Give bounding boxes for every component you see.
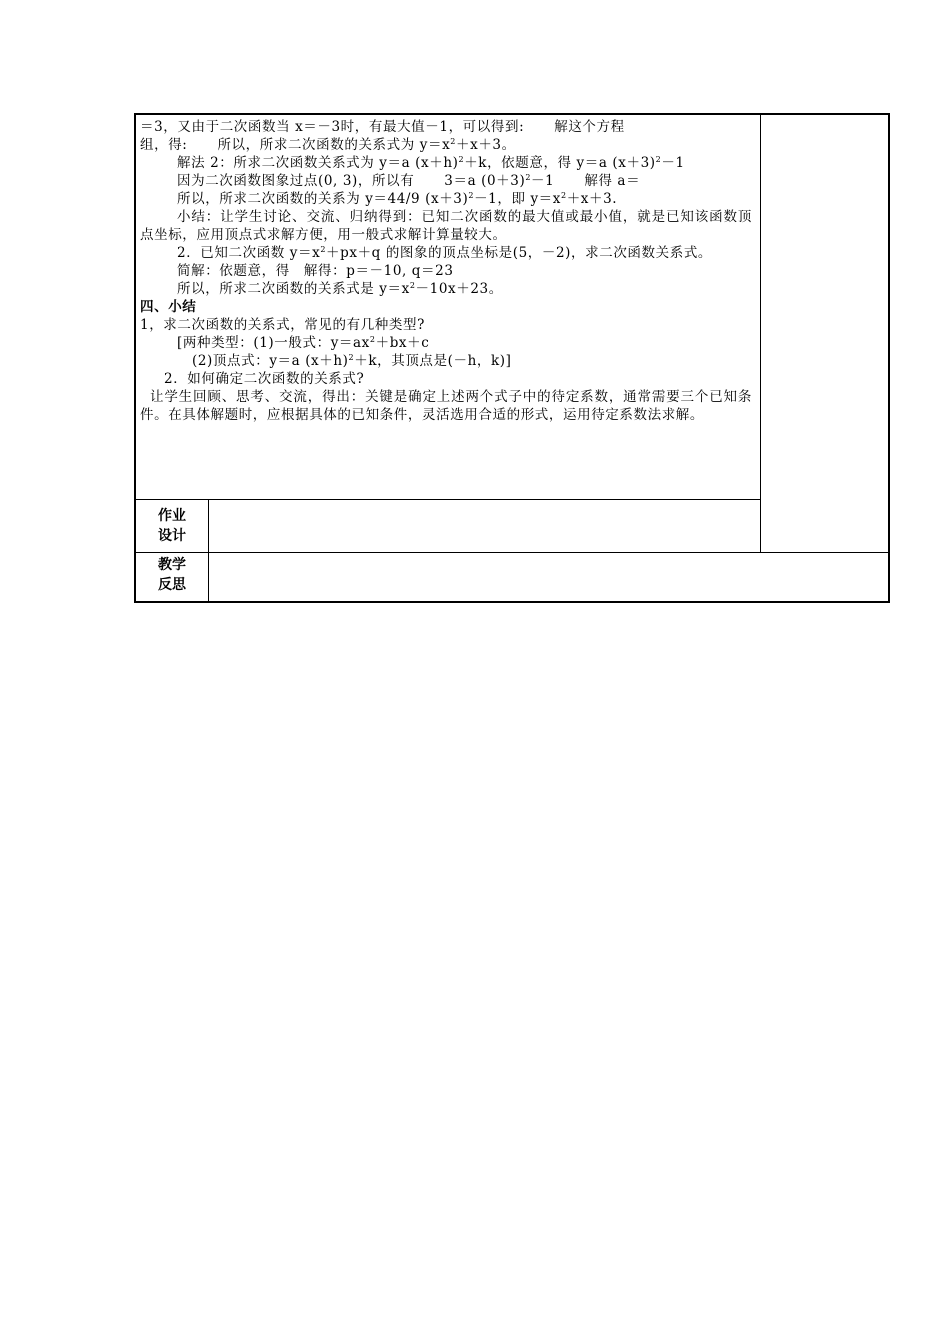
text-line: 组，得: 所以，所求二次函数的关系式为 $y=x^2+x+3$。 xyxy=(140,137,516,153)
text-paragraph: 小结：让学生讨论、交流、归纳得到：已知二次函数的最大值或最小值，就是已知该函数顶点坐标，应用顶点式求解方便，用一般式求解计算量较大。 xyxy=(140,209,752,243)
text-line: 所以，所求二次函数的关系为 y＝44/9 $(x+3)^2-1$，即 $y=x^2+x+3$. xyxy=(177,191,618,207)
text-line: 2．如何确定二次函数的关系式? xyxy=(164,371,365,387)
lesson-content xyxy=(140,118,752,424)
table-divider xyxy=(134,552,890,553)
text-line: (2)顶点式：y＝a $(x+h)^2+k$，其顶点是(－h，k)] xyxy=(192,353,512,369)
text-line: 1，求二次函数的关系式，常见的有几种类型? xyxy=(140,317,425,333)
text-line: 因为二次函数图象过点(0, 3)，所以有 3＝a $(0+3)^2-1$ 解得 a＝ xyxy=(177,173,641,189)
reflection-label: 教学 反思 xyxy=(158,557,186,593)
section-heading: 四、小结 xyxy=(140,299,197,315)
table-divider xyxy=(208,499,209,603)
text-paragraph: 2．已知二次函数 $y=x^2+px+q$ 的图象的顶点坐标是(5，－2)，求二次函数关系式。 xyxy=(177,245,713,261)
text-line: ＝3，又由于二次函数当 x＝－3时，有最大值－1，可以得到: 解这个方程 xyxy=(140,119,625,135)
text-line: 解法 2：所求二次函数关系式为 y＝a $(x+h)^2+k$，依题意，得 y＝a $(x+3)^2-1$ xyxy=(177,155,685,171)
table-divider xyxy=(134,499,761,500)
text-line: [两种类型：(1)一般式：$y=ax^2+bx+c$ xyxy=(177,335,430,351)
text-paragraph: 让学生回顾、思考、交流，得出：关键是确定上述两个式子中的待定系数，通常需要三个已知条件。在具体解题时，应根据具体的已知条件，灵活选用合适的形式，运用待定系数法求解。 xyxy=(140,389,752,423)
text-line: 简解：依题意，得 解得：p＝－10, q＝23 xyxy=(177,263,454,279)
homework-label: 作业 设计 xyxy=(158,508,186,544)
table-divider xyxy=(760,113,761,553)
text-line: 所以，所求二次函数的关系式是 $y=x^2-10x+23$。 xyxy=(177,281,503,297)
